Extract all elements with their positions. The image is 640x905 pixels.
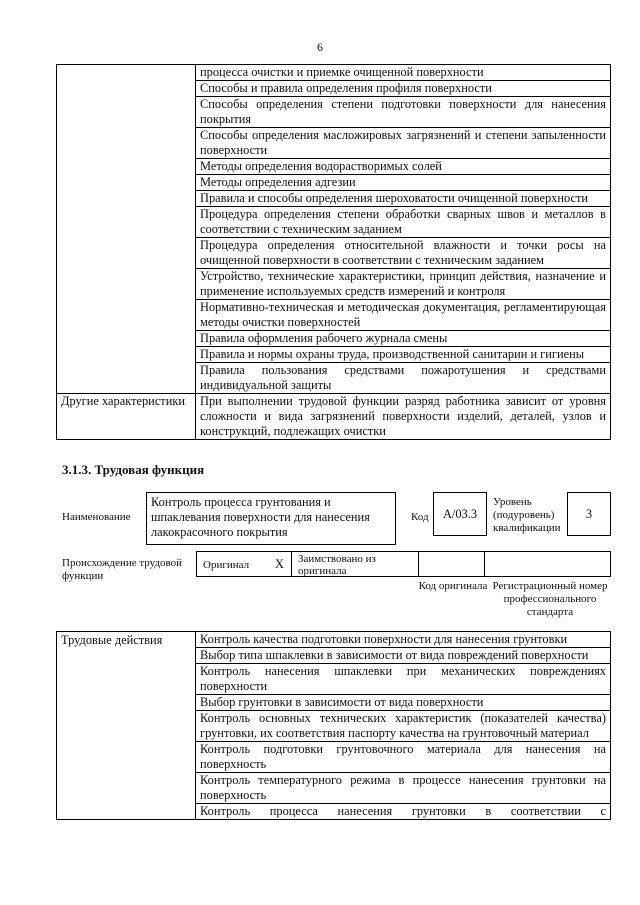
code-original-box <box>418 551 485 577</box>
table-cell: Правила и способы определения шероховатости очищенной поверхности <box>196 191 611 207</box>
table-cell: Способы определения масложировых загрязнений и степени запыленности поверхности <box>196 128 611 159</box>
code-label: Код <box>411 511 429 523</box>
origin-original-box <box>196 551 292 577</box>
table-cell: Контроль нанесения шпаклевки при механических повреждениях поверхности <box>196 664 611 695</box>
name-label: Наименование <box>62 511 131 523</box>
code-value-box: A/03.3 <box>433 492 487 536</box>
level-label: Уровень (подуровень) квалификации <box>493 496 561 534</box>
knowledge-table <box>56 64 611 440</box>
table-cell: процесса очистки и приемке очищенной поверхности <box>196 65 611 81</box>
table-cell: Методы определения адгезии <box>196 175 611 191</box>
code-original-caption: Код оригинала <box>418 580 488 592</box>
reg-number-box <box>484 551 611 577</box>
table-cell: Контроль качества подготовки поверхности для нанесения грунтовки <box>196 632 611 648</box>
other-characteristics-text: При выполнении трудовой функции разряд работника зависит от уровня сложности и вида загрязнений поверхности изделий, деталей, узлов и конструкций, подлежащих очистки <box>196 394 611 440</box>
table-row <box>57 65 611 81</box>
table-cell: Процедура определения относительной влажности и точки росы на очищенной поверхности в соответствии с техническим заданием <box>196 238 611 269</box>
table-cell: Правила и нормы охраны труда, производственной санитарии и гигиены <box>196 347 611 363</box>
table-cell: Контроль температурного режима в процессе нанесения грунтовки на поверхность <box>196 773 611 804</box>
origin-label: Происхождение трудовой функции <box>62 557 183 582</box>
borrowed-label: Заимствовано из оригинала <box>298 553 376 577</box>
table-cell: Процедура определения степени обработки сварных швов и металлов в соответствии с техническим заданием <box>196 207 611 238</box>
table-cell: Контроль процесса нанесения грунтовки в соответствии с <box>196 804 611 820</box>
table-cell: Способы и правила определения профиля поверхности <box>196 81 611 97</box>
original-label: Оригинал <box>203 559 250 571</box>
table-cell: Способы определения степени подготовки поверхности для нанесения покрытия <box>196 97 611 128</box>
section-heading: 3.1.3. Трудовая функция <box>62 462 205 477</box>
origin-borrowed-box <box>291 551 419 577</box>
table-row <box>57 394 611 440</box>
table-cell: Устройство, технические характеристики, принцип действия, назначение и применение используемых средств измерений и контроля <box>196 269 611 300</box>
table-cell: Нормативно-техническая и методическая документация, регламентирующая методы очистки поверхностей <box>196 300 611 331</box>
labor-actions-label: Трудовые действия <box>57 632 196 820</box>
table-cell: Выбор грунтовки в зависимости от вида поверхности <box>196 695 611 711</box>
function-name-box: Контроль процесса грунтования и шпаклевания поверхности для нанесения лакокрасочного покрытия <box>146 492 396 545</box>
table-cell: Правила пользования средствами пожаротушения и средствами индивидуальной защиты <box>196 363 611 394</box>
table-cell: Правила оформления рабочего журнала смены <box>196 331 611 347</box>
reg-number-caption: Регистрационный номер профессионального стандарта <box>492 580 608 618</box>
table-row <box>57 632 611 648</box>
other-characteristics-label: Другие характеристики <box>57 394 196 440</box>
level-value-box: 3 <box>567 492 611 536</box>
table-cell: Контроль основных технических характеристик (показателей качества) грунтовки, их соответствия паспорту качества на грунтовочный материал <box>196 711 611 742</box>
table-cell: Методы определения водорастворимых солей <box>196 159 611 175</box>
page-number: 6 <box>317 40 323 54</box>
table-cell: Выбор типа шпаклевки в зависимости от вида повреждений поверхности <box>196 648 611 664</box>
original-mark: X <box>275 557 284 571</box>
table-cell: Контроль подготовки грунтовочного материала для нанесения на поверхность <box>196 742 611 773</box>
table-left-cell <box>57 65 196 394</box>
labor-actions-table <box>56 631 611 820</box>
